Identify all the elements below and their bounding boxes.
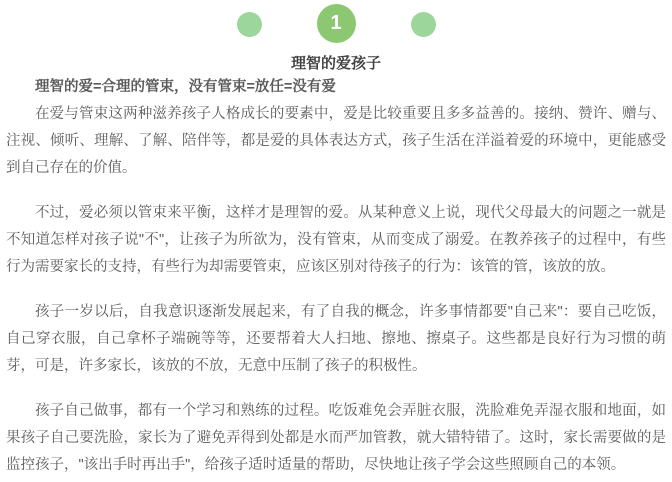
- step-number-badge: [317, 4, 356, 43]
- lead-line: 理智的爱=合理的管束，没有管束=放任=没有爱: [35, 79, 336, 95]
- step-number: 1: [330, 12, 342, 34]
- divider-dot-left-icon: [237, 12, 262, 37]
- paragraph-4: 孩子自己做事，都有一个学习和熟练的过程。吃饭难免会弄脏衣服，洗脸难免弄湿衣服和地面，如果孩子自己要洗脸，家长为了避免弄得到处都是水而严加管教，就大错特错了。这时，家长需要做的是监控孩子，"该出手时再出手"，给孩子适时适量的帮助，尽快地让孩子学会这些照顾自己的本领。: [6, 403, 666, 473]
- article-title: 理智的爱孩子: [290, 55, 381, 72]
- paragraph-1: 在爱与管束这两种滋养孩子人格成长的要素中，爱是比较重要且多多益善的。接纳、赞许、赠与、注视、倾听、理解、了解、陪伴等，都是爱的具体表达方式，孩子生活在洋溢着爱的环境中，更能感受到自己存在的价值。: [6, 106, 666, 176]
- section-divider: [6, 3, 666, 43]
- article-body: [6, 74, 666, 479]
- paragraph-3: 孩子一岁以后，自我意识逐渐发展起来，有了自我的概念，许多事情都要"自己来"：要自己吃饭，自己穿衣服，自己拿杯子端碗等等，还要帮着大人扫地、擦地、擦桌子。这些都是良好行为习惯的萌芽，可是，许多家长，该放的不放，无意中压制了孩子的积极性。: [6, 304, 666, 374]
- paragraph-2: 不过，爱必须以管束来平衡，这样才是理智的爱。从某种意义上说，现代父母最大的问题之一就是不知道怎样对孩子说"不"，让孩子为所欲为，没有管束，从而变成了溺爱。在教养孩子的过程中，有些行为需要家长的支持，有些行为却需要管束，应该区别对待孩子的行为：该管的管，该放的放。: [6, 205, 666, 275]
- divider-dot-right-icon: [411, 12, 436, 37]
